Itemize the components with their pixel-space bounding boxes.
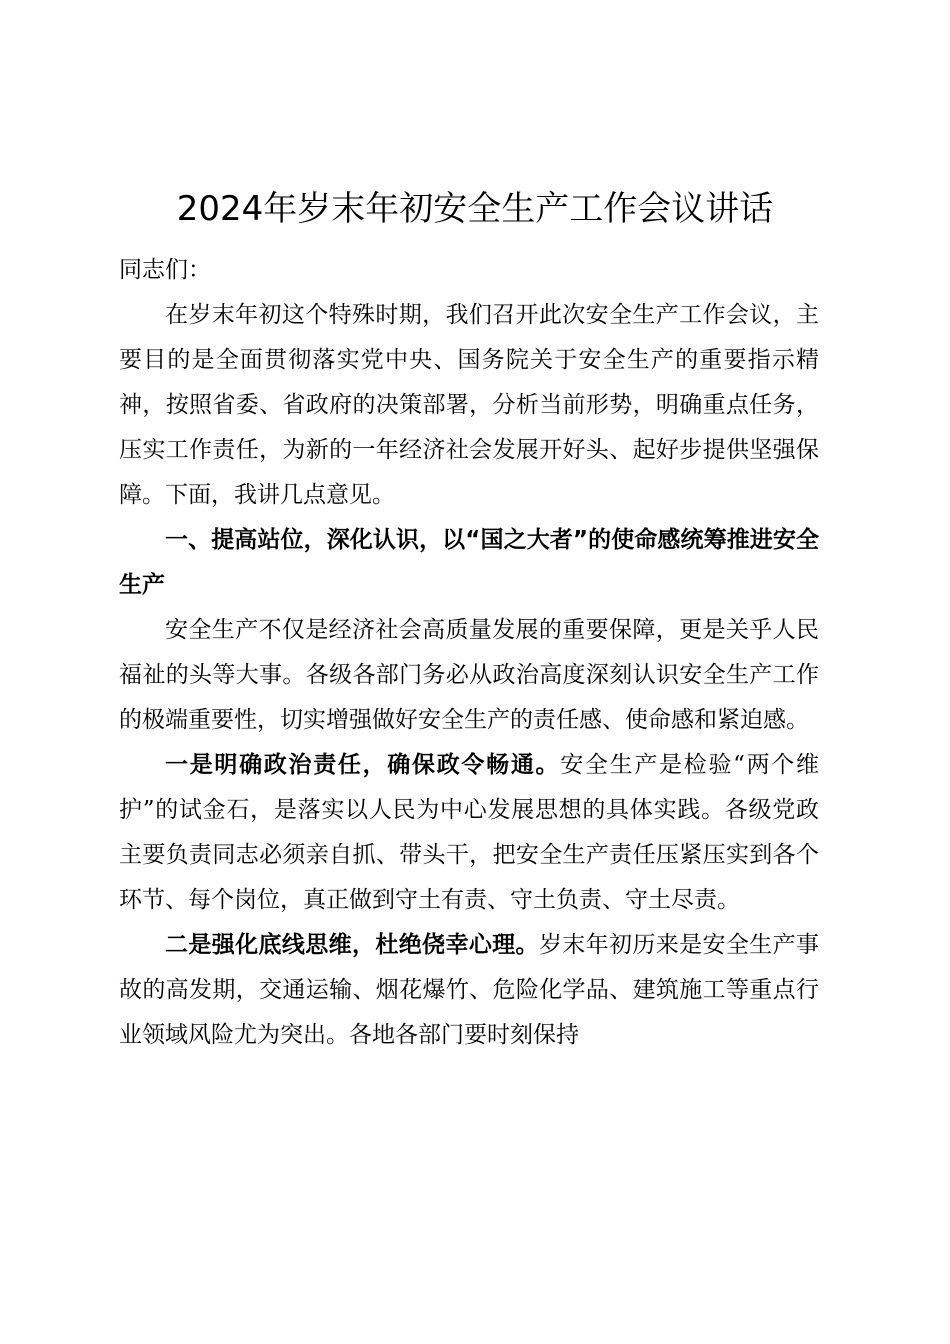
document-title: 2024年岁末年初安全生产工作会议讲话 xyxy=(176,189,774,229)
document-body xyxy=(119,248,819,1058)
point-2-text: 岁末年初历来是安全生产事故的高发期，交通运输、烟花爆竹、危险化学品、建筑施工等重点行业领域风险尤为突出。各地各部门要时刻保持 xyxy=(119,932,820,1048)
point-1-text: 安全生产是检验“两个维护”的试金石，是落实以人民为中心发展思想的具体实践。各级党政主要负责同志必须亲自抓、带头干，把安全生产责任压紧压实到各个环节、每个岗位，真正做到守土有责、守土负责、守土尽责。 xyxy=(119,752,820,913)
intro-paragraph: 在岁末年初这个特殊时期，我们召开此次安全生产工作会议，主要目的是全面贯彻落实党中央、国务院关于安全生产的重要指示精神，按照省委、省政府的决策部署，分析当前形势，明确重点任务，压实工作责任，为新的一年经济社会发展开好头、起好步提供坚强保障。下面，我讲几点意见。 xyxy=(119,302,819,508)
section-heading-1: 一、提高站位，深化认识，以“国之大者”的使命感统筹推进安全生产 xyxy=(119,527,819,598)
point-2-paragraph xyxy=(119,923,819,1058)
point-1-paragraph xyxy=(119,743,819,923)
section-1-paragraph: 安全生产不仅是经济社会高质量发展的重要保障，更是关乎人民福祉的头等大事。各级各部门务必从政治高度深刻认识安全生产工作的极端重要性，切实增强做好安全生产的责任感、使命感和紧迫感。 xyxy=(119,617,819,733)
point-2-lead: 二是强化底线思维，杜绝侥幸心理。 xyxy=(165,932,539,958)
salutation: 同志们： xyxy=(119,257,211,283)
point-1-lead: 一是明确政治责任，确保政令畅通。 xyxy=(165,752,561,778)
